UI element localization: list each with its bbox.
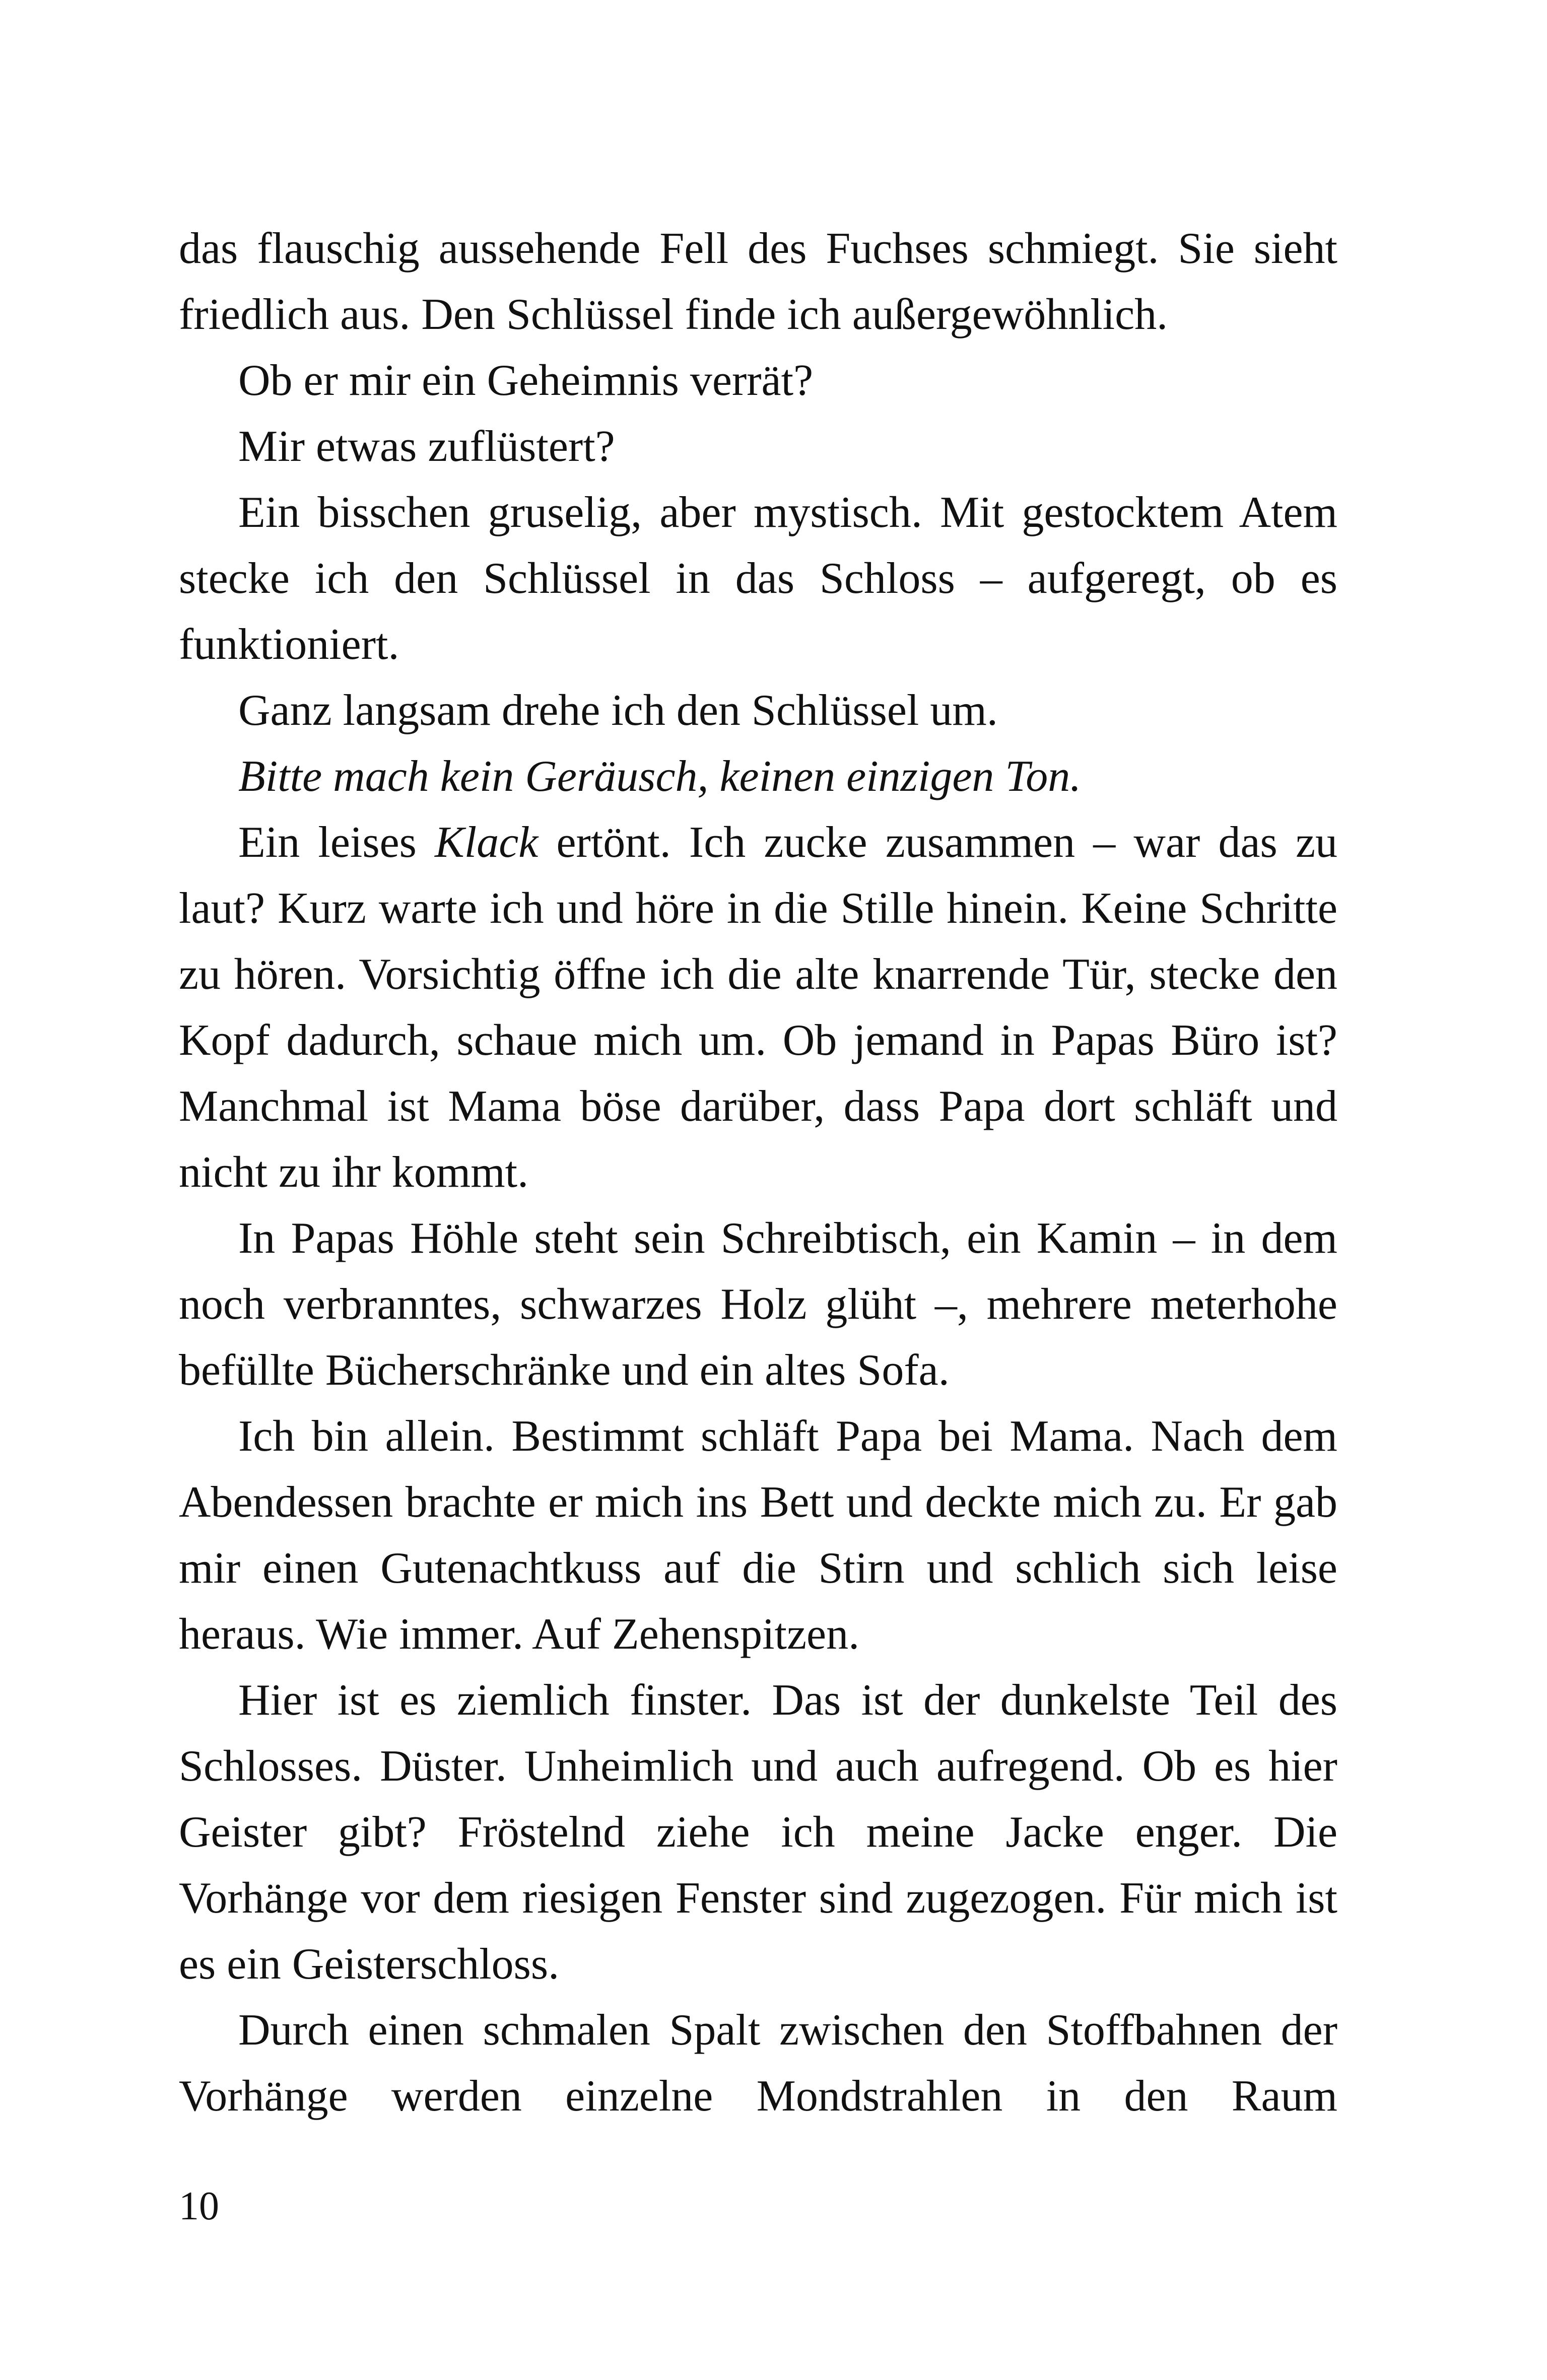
italic-sound-word: Klack [435,818,539,867]
paragraph: Durch einen schmalen Spalt zwischen den Stoffbahnen der Vorhänge werden einzelne Mondstrahlen in den Raum [179,2006,1337,2121]
paragraph: das flauschig aussehende Fell des Fuchses schmiegt. Sie sieht friedlich aus. Den Schlüssel finde ich außergewöhnlich. [179,224,1337,339]
body-text [179,216,1337,2129]
text-run: ertönt. Ich zucke zusammen – war das zu laut? Kurz warte ich und höre in die Stille hinein. Keine Schritte zu hören. Vorsichtig öffne ich die alte knarrende Tür, stecke den Kopf dadurch, schaue mich um. Ob jemand in Papas Büro ist? Manchmal ist Mama böse darüber, dass Papa dort schläft und nicht zu ihr kommt. [179,818,1337,1197]
paragraph: Ich bin allein. Bestimmt schläft Papa bei Mama. Nach dem Abendessen brachte er mich ins Bett und deckte mich zu. Er gab mir einen Gutenachtkuss auf die Stirn und schlich sich leise heraus. Wie immer. Auf Zehenspitzen. [179,1412,1337,1659]
paragraph: Ob er mir ein Geheimnis verrät? [238,356,814,405]
page-number: 10 [179,2184,219,2228]
paragraph: Ein bisschen gruselig, aber mystisch. Mit gestocktem Atem stecke ich den Schlüssel in das Schloss – aufgeregt, ob es funktioniert. [179,488,1337,669]
paragraph: Hier ist es ziemlich finster. Das ist der dunkelste Teil des Schlosses. Düster. Unheimlich und auch aufregend. Ob es hier Geister gibt? Fröstelnd ziehe ich meine Jacke enger. Die Vorhänge vor dem riesigen Fenster sind zugezogen. Für mich ist es ein Geisterschloss. [179,1676,1337,1989]
paragraph: In Papas Höhle steht sein Schreibtisch, ein Kamin – in dem noch verbranntes, schwarzes Holz glüht –, mehrere meterhohe befüllte Bücherschränke und ein altes Sofa. [179,1214,1337,1395]
paragraph: Mir etwas zuflüstert? [238,422,615,471]
paragraph-italic-thought: Bitte mach kein Geräusch, keinen einzigen Ton. [238,752,1082,801]
text-run: Ein leises [238,818,435,867]
paragraph [179,809,1337,1205]
paragraph: Ganz langsam drehe ich den Schlüssel um. [238,686,998,735]
